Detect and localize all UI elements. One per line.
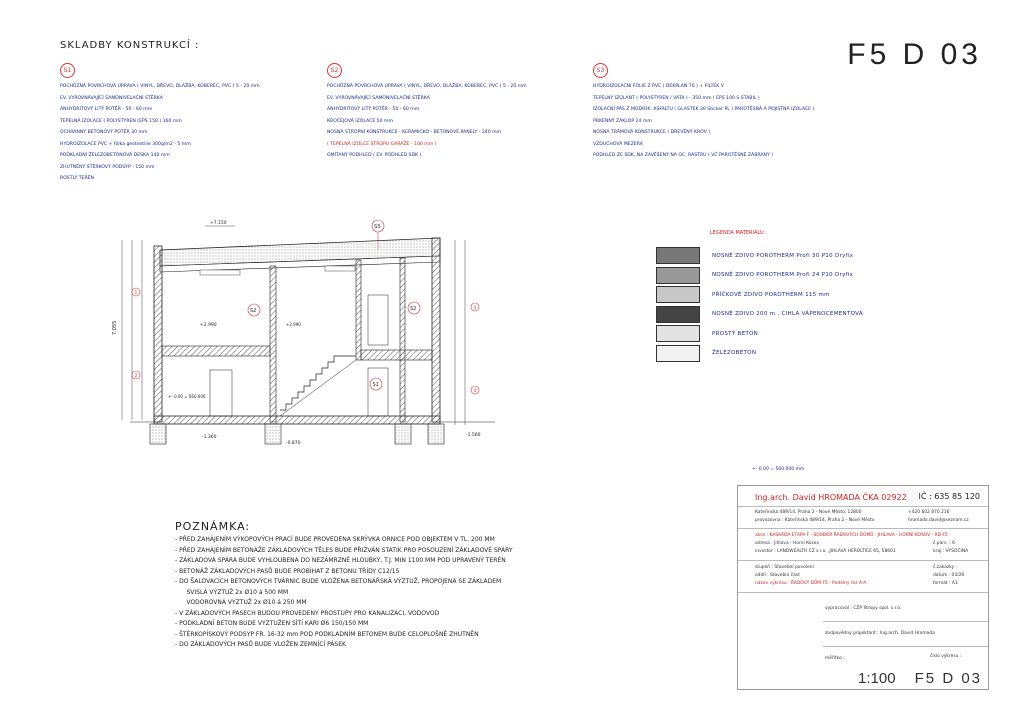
drawn-by: vypracoval : CZP Stropy spol. s.r.o. [825, 606, 902, 611]
format: formát : A3 [933, 581, 958, 586]
composition-line: KROČEJOVÁ IZOLACE 50 mm [327, 118, 393, 124]
level-base-left: -1.360 [202, 435, 217, 440]
stage: stupeň : Stavební povolení [755, 565, 814, 570]
legend-swatch [656, 345, 700, 362]
legend-title: LEGENDA MATERIÁLU : [710, 230, 767, 236]
legend-item [656, 324, 863, 344]
composition-line: NOSNÁ STROPNÍ KONSTRUKCE - KERAMICKO - BETONOVÉ PANELY - 240 mm [327, 130, 502, 135]
section-drawing [110, 210, 500, 460]
legend-item [656, 344, 863, 364]
email: hromada.david@seznam.cz [908, 518, 969, 523]
composition-line: ROSTLÝ TERÉN [60, 176, 94, 181]
legend-label: PŘÍČKOVÉ ZDIVO POROTHERM 115 mm [712, 291, 830, 298]
legend-item [656, 285, 863, 305]
note-line: - DO ŠALOVACÍCH BETONOVÝCH TVÁRNIC BUDE VLOŽENA BETONÁŘSKÁ VÝZTUŽ, PROPOJENA SE ZÁKLADEM [175, 578, 502, 585]
legend-label: NOSNÉ ZDIVO 200 m , CIHLA VÁPENOCEMENTOVÁ [712, 311, 863, 318]
address-line: Kateřinská 489/14, Praha 2 - Nové Město, 12800 [755, 510, 862, 515]
drawing-no-label: číslo výkresu : [930, 654, 962, 659]
zero-note: +- 0.00 = 560.000 mm [752, 467, 805, 472]
composition-line: PRKENNÝ ZÁKLOP 24 mm [593, 118, 652, 124]
legend-swatch [656, 267, 700, 284]
composition-line: POCHŮZNÁ POVRCHOVÁ ÚPRAVA ( VINYL, DŘEVO, DLAŽBA, KOBEREC, PVC ) 5 - 20 mm [60, 84, 260, 89]
notes-title: POZNÁMKA: [175, 520, 251, 533]
composition-line: POCHŮZNÁ POVRCHOVÁ ÚPRAVA ( VINYL, DŘEVO, DLAŽBA, KOBEREC, PVC ) 5 - 20 mm [327, 84, 527, 89]
composition-line: HYDROIZOLACE PVC + fólka geotextilie 300g/m2 - 5 mm [60, 141, 191, 147]
note-line: SVISLÁ VÝZTUŽ 2x Ø10 á 500 MM [175, 588, 289, 596]
legend-label: NOSNÉ ZDIVO POROTHERM Profi 24 P10 Dryfix [712, 272, 854, 279]
legend-swatch [656, 325, 700, 342]
marker-s3: S3 [374, 224, 381, 230]
site-address: adresa : Jihlava - Horní Kosov [755, 541, 820, 546]
legend-swatch [656, 247, 700, 264]
date: datum : 03/26 [933, 573, 965, 578]
level-zero: +- 0.00 = 560.000 [168, 394, 206, 399]
legend-item [656, 305, 863, 325]
note-line: - PŘED ZAHÁJENÍM BETONÁŽE ZÁKLADOVÝCH TĚLES BUDE PŘIZVÁN STATIK PRO POSOUZENÍ ZÁKLADOVÉ SPÁRY [175, 546, 513, 554]
scale-label: měřítko : [825, 656, 845, 661]
legend-swatch [656, 306, 700, 323]
office-line: provozovna : Kateřinská 489/14, Praha 2 - Nové Město [755, 518, 875, 523]
note-line: - ZÁKLADOVÁ SPÁRA BUDE VYHLOUBENA DO NEZÁMRZNÉ HLOUBKY, T.J. MIN 1100 MM POD UPRAVENÝ TERÉN [175, 557, 506, 564]
composition-lines [327, 81, 577, 162]
marker-s1: S1 [372, 382, 379, 388]
composition-line: NOSNÁ TRÁMOVÁ KONSTRUKCE ( DŘEVĚNÝ KROV ) [593, 130, 711, 135]
composition-line: TEPELNÝ IZOLANT ( POLYSTYREN / VATA ) - 350 mm ( EPS 100 S STABIL ) [593, 95, 760, 101]
level-step: -0.870 [286, 441, 301, 446]
note-line: - ŠTĚRKOPÍSKOVÝ PODSYP FR. 16-32 mm POD PODKLADNÍM BETONEM BUDE CELOPLOŠNĚ ZHUTNĚN [175, 630, 479, 638]
sheet-number: F5 D 03 [847, 38, 982, 71]
composition-line: IZOLAČNÍ PÁS Z MODIFIK. ASFALTU ( GLASTEK 30 Sticker PL ) PAROTĚSNÁ A POJISTNÁ IZOLACE ) [593, 107, 815, 112]
dim-total: 7.055 [112, 320, 118, 335]
composition-tag: S1 [60, 63, 75, 78]
level-base-right: -1.560 [466, 433, 481, 438]
composition-s1 [60, 63, 310, 185]
composition-line: PODHLED ZE SDK, NA ZAVĚŠENÝ NA OC. RASTRU ( VČ PAROTĚSNÉ ZÁBRANY ) [593, 153, 773, 158]
investor: investor : LANDWEALTH CZ s.r.o. ,JIHLAVA HEROLTICE 65, 58601 [755, 549, 896, 554]
architect-name: Ing.arch. David HROMADA ČKA 02922 [755, 493, 907, 502]
note-line: - DO ZÁKLADOVÝCH PASŮ BUDE VLOŽEN ZEMNÍCÍ PÁSEK [175, 641, 346, 648]
axis-label: 3 [473, 306, 477, 311]
composition-lines [593, 81, 833, 162]
composition-line: ANHYDRITOVÝ LITÝ POTĚR - 50 - 60 mm [327, 107, 420, 112]
axis-label: 2 [134, 374, 138, 379]
responsible: zodpovědný projektant : Ing.arch. David Hromada [825, 631, 935, 636]
note-line: - PODKLADNÍ BETON BUDE VYZTUŽEN SÍTÍ KARI Ø6 150/150 MM [175, 620, 369, 627]
composition-tag: S2 [327, 63, 342, 78]
composition-line: ( TEPELNÁ IZOLCE STROPU GARÁŽE - 100 mm ) [327, 141, 437, 147]
legend-label: NOSNÉ ZDIVO POROTHERM Profi 30 P10 Dryfix [712, 252, 854, 259]
composition-line: PODKLADNÍ ŽELEZOBETONOVÁ DESKA 140 mm [60, 153, 170, 158]
drawing-name: název výkresu : ŘADOVÝ DŮM F5 - Podélný řez A-A [755, 581, 867, 586]
level-mid: +2.990 [200, 323, 217, 328]
composition-line: OCHRANNÝ BETONOVÝ POTĚR 30 mm [60, 130, 148, 135]
note-line: - V ZÁKLADOVÝCH PASECH BUDOU PROVEDENY PROSTUPY PRO KANALIZACI, VODOVOD [175, 609, 440, 617]
note-line: VODOROVNÁ VÝZTUŽ 2x Ø10 á 250 MM [175, 599, 307, 606]
composition-line: VZDUCHOVÁ MEZERA [593, 141, 643, 147]
legend-swatch [656, 286, 700, 303]
company-id: IČ : 635 85 120 [918, 492, 980, 501]
marker-s2: S2 [410, 306, 417, 312]
project: akce : KASKÁDA ETAPA F - SOUBOR ŘADOVÝCH DOMŮ - JIHLAVA - HORNÍ KOSOV - RD F5 [755, 533, 948, 538]
legend [656, 246, 863, 363]
parcel: č.parc. : 6 [933, 541, 955, 546]
level-top: +7.150 [210, 221, 227, 226]
region: kraj : VYSOČINA [933, 549, 969, 554]
axis-label: 4 [473, 389, 477, 394]
composition-s3 [593, 63, 833, 162]
composition-line: OMÍTANÝ PODHLED ( EV. PODHLED SDK ) [327, 153, 422, 158]
order-no: č.zakázky : [933, 565, 958, 570]
legend-label: ŽELEZOBETON [712, 350, 757, 357]
composition-line: HYDROIZOLAČNÍ FOLIE Z PVC ( DEKPLAN 76 ) + FILTEK V [593, 84, 724, 89]
sheet-number-block: F5 D 03 [914, 670, 982, 687]
marker-s2: S2 [250, 308, 257, 314]
composition-line: ANHYDRITOVÝ LITÝ POTĚR - 50 - 60 mm [60, 107, 153, 112]
composition-line: EV. VYROVNÁVAJÍCÍ SAMONIVELAČNÍ STĚRKA [327, 95, 430, 101]
note-line: - BETONÁŽ ZÁKLADOVÝCH PASŮ BUDE PROBÍHAT Z BETONU TŘÍDY C12/15 [175, 567, 400, 575]
notes [175, 535, 515, 651]
title-block [737, 485, 989, 690]
part: oddíl : Stavební část [755, 573, 800, 578]
composition-lines [60, 81, 310, 185]
phone: +420 602 870 216 [908, 510, 950, 515]
composition-line: TEPELNÁ IZOLACE ( POLYSTYREN (EPS 150 ) 160 mm [60, 118, 182, 124]
level-mid2: +2.990 [286, 322, 301, 327]
legend-label: PROSTÝ BETON [712, 330, 759, 337]
legend-item [656, 246, 863, 266]
page-title: SKLADBY KONSTRUKCÍ : [60, 40, 200, 51]
scale: 1:100 [858, 670, 896, 687]
note-line: - PŘED ZAHÁJENÍM VÝKOPOVÝCH PRACÍ BUDE PROVEDENA SKRÝVKA ORNICE POD OBJEKTEM V TL. 200 MM [175, 536, 495, 543]
composition-s2 [327, 63, 577, 162]
legend-item [656, 266, 863, 286]
axis-label: 1 [134, 291, 138, 296]
composition-line: ZHUTNĚNÝ ŠTĚRKOVÝ PODSYP - 150 mm [60, 164, 155, 170]
composition-line: EV. VYROVNÁVAJÍCÍ SAMONIVELAČNÍ STĚRKA [60, 95, 163, 101]
composition-tag: S3 [593, 63, 608, 78]
